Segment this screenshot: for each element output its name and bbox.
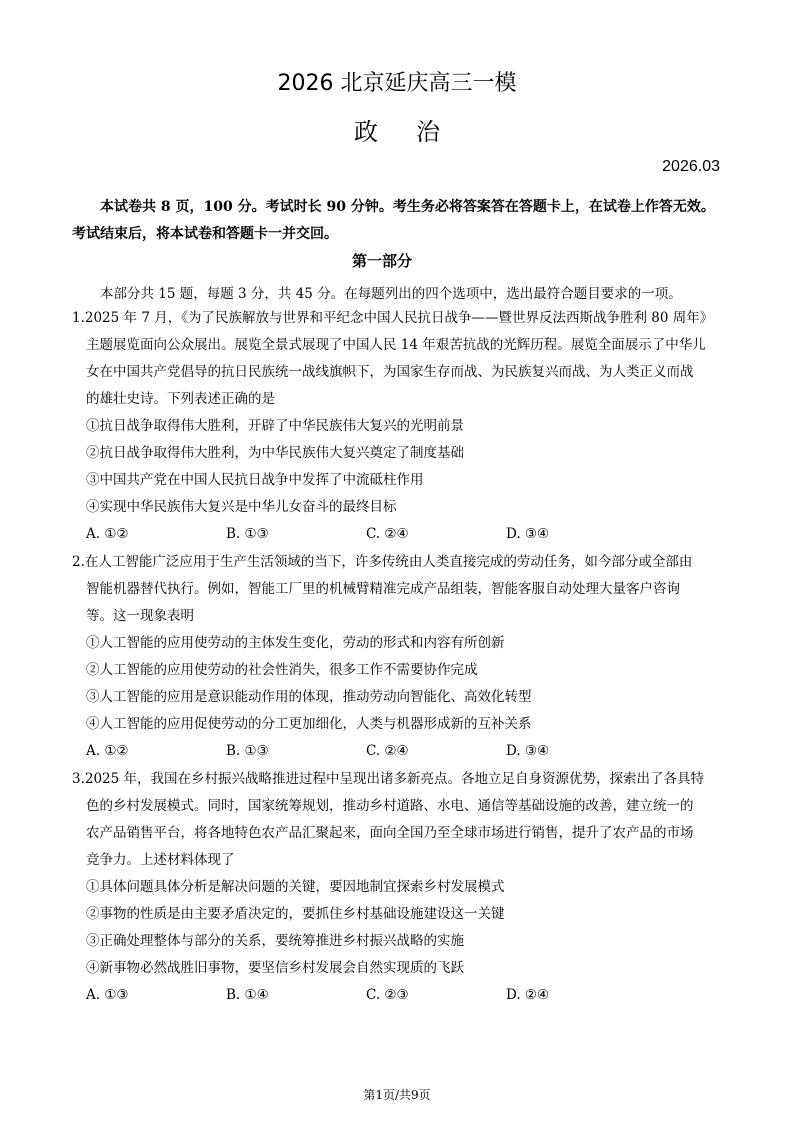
answer-options [72,982,722,1009]
statement: ②事物的性质是由主要矛盾决定的，要抓住乡村基础设施建设这一关键 [86,906,505,922]
option-b: B. ①③ [226,526,269,542]
option-a: A. ①② [86,743,129,759]
statement: ④实现中华民族伟大复兴是中华儿女奋斗的最终目标 [86,499,397,515]
option-d: D. ③④ [506,743,550,759]
statement: ①抗日战争取得伟大胜利，开辟了中华民族伟大复兴的光明前景 [86,418,464,434]
statement: ①人工智能的应用使劳动的主体发生变化，劳动的形式和内容有所创新 [86,635,505,651]
question-stem-line: 3.2025 年，我国在乡村振兴战略推进过程中呈现出诸多新亮点。各地立足自身资源优势，探索出了各具特 [72,771,705,787]
question-stem-line: 2.在人工智能广泛应用于生产生活领域的当下，许多传统由人类直接完成的劳动任务，如今部分或全部由 [72,554,693,570]
exam-instructions: 本试卷共 8 页，100 分。考试时长 90 分钟。考生务必将答案答在答题卡上，在试卷上作答无效。考试结束后，将本试卷和答题卡一并交回。 [72,199,715,242]
question-stem-line: 1.2025 年 7 月，《为了民族解放与世界和平纪念中国人民抗日战争——暨世界反法西斯战争胜利 80 周年》 [72,310,714,326]
option-a: A. ①② [86,526,129,542]
question-stem-line: 女在中国共产党倡导的抗日民族统一战线旗帜下，为国家生存而战、为民族复兴而战、为人类正义而战 [86,364,694,380]
statement: ②抗日战争取得伟大胜利，为中华民族伟大复兴奠定了制度基础 [86,445,464,461]
question-stem-line: 智能机器替代执行。例如，智能工厂里的机械臂精准完成产品组装，智能客服自动处理大量客户咨询 [86,581,680,597]
option-d: D. ②④ [506,987,550,1003]
question-2 [72,549,722,765]
part-description: 本部分共 15 题，每题 3 分，共 45 分。在每题列出的四个选项中，选出最符合题目要求的一项。 [100,286,682,302]
exam-title: 2026 北京延庆高三一模 [277,71,517,96]
question-stem-line: 色的乡村发展模式。同时，国家统筹规划，推动乡村道路、水电、通信等基础设施的改善，建立统一的 [86,798,694,814]
statement: ②人工智能的应用使劳动的社会性消失，很多工作不需要协作完成 [86,662,478,678]
answer-options [72,738,722,765]
exam-date: 2026.03 [662,158,720,175]
question-1 [72,305,722,548]
statement: ④新事物必然战胜旧事物，要坚信乡村发展会自然实现质的飞跃 [86,960,464,976]
question-stem-line: 的雄壮史诗。下列表述正确的是 [86,391,275,407]
statement: ④人工智能的应用促使劳动的分工更加细化，人类与机器形成新的互补关系 [86,716,532,732]
answer-options [72,521,722,548]
option-c: C. ②④ [366,526,409,542]
statement: ③正确处理整体与部分的关系，要统筹推进乡村振兴战略的实施 [86,933,464,949]
option-a: A. ①③ [86,987,129,1003]
question-stem-line: 农产品销售平台，将各地特色农产品汇聚起来，面向全国乃至全球市场进行销售，提升了农产品的市场 [86,825,694,841]
question-stem-line: 等。这一现象表明 [86,608,194,624]
option-c: C. ②④ [366,743,409,759]
part-title: 第一部分 [351,252,412,270]
subject-title: 政治 [354,118,478,146]
question-stem-line: 竞争力。上述材料体现了 [86,852,235,868]
page-number: 第1页/共9页 [363,1088,431,1102]
statement: ③中国共产党在中国人民抗日战争中发挥了中流砥柱作用 [86,472,424,488]
statement: ③人工智能的应用是意识能动作用的体现，推动劳动向智能化、高效化转型 [86,689,532,705]
statement: ①具体问题具体分析是解决问题的关键，要因地制宜探索乡村发展模式 [86,879,505,895]
question-stem-line: 主题展览面向公众展出。展览全景式展现了中国人民 14 年艰苦抗战的光辉历程。展览全面展示了中华儿 [86,337,706,353]
question-3 [72,766,722,1009]
option-d: D. ③④ [506,526,550,542]
option-b: B. ①③ [226,743,269,759]
option-c: C. ②③ [366,987,409,1003]
option-b: B. ①④ [226,987,269,1003]
